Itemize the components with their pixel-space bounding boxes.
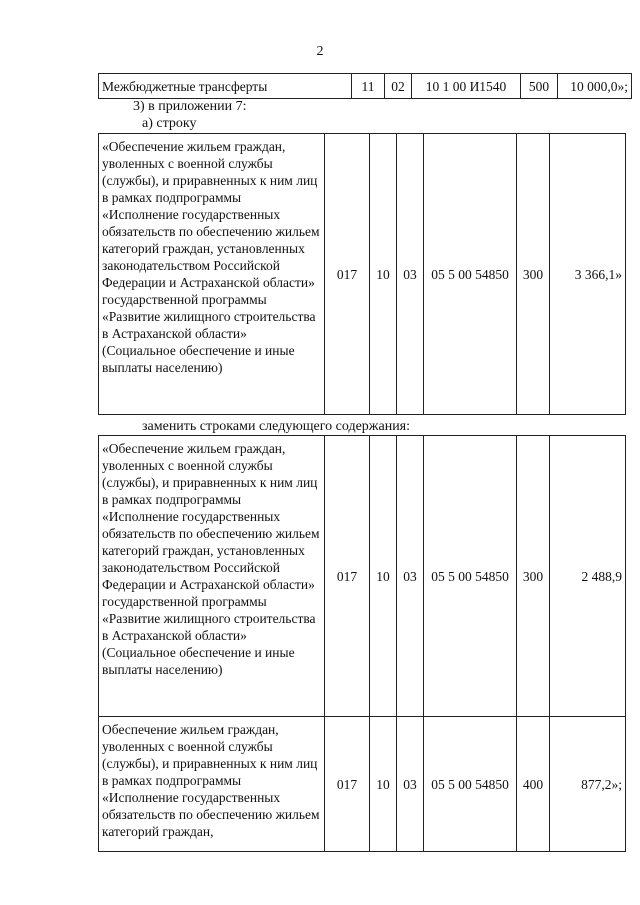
row-description: Межбюджетные трансферты [99,74,352,99]
cell-pr: 02 [385,74,412,99]
cell-rz: 10 [370,436,397,717]
note-item3: 3) в приложении 7: [133,99,247,114]
new-rows-table [98,435,626,852]
row-description: «Обеспечение жильем граждан, уволенных с военной службы (службы), и приравненных к ним лиц в рамках подпрограммы «Исполнение государственных обязательств по обеспечению жильем категорий граждан, установленных законодательством Российской Федерации и Астраханской области» государственной программы «Развитие жилищного строительства в Астраханской области» (Социальное обеспечение и иные выплаты населению) [99,436,325,717]
note-item-a: а) строку [142,116,197,131]
cell-vr: 300 [517,134,550,415]
row-description: «Обеспечение жильем граждан, уволенных с военной службы (службы), и приравненных к ним лиц в рамках подпрограммы «Исполнение государственных обязательств по обеспечению жильем категорий граждан, установленных законодательством Российской Федерации и Астраханской области» государственной программы «Развитие жилищного строительства в Астраханской области» (Социальное обеспечение и иные выплаты населению) [99,134,325,415]
cell-sum: 3 366,1» [550,134,626,415]
cell-vr: 300 [517,436,550,717]
note-replace: заменить строками следующего содержания: [142,419,411,434]
table-row [99,717,626,852]
cell-sum: 877,2»; [550,717,626,852]
cell-pr: 03 [397,436,424,717]
cell-gr: 017 [325,436,370,717]
table-row [99,74,632,99]
cell-sum: 10 000,0»; [558,74,632,99]
cell-csr: 10 1 00 И1540 [412,74,521,99]
cell-rz: 10 [370,717,397,852]
table-row [99,436,626,717]
cell-vr: 400 [517,717,550,852]
cell-gr: 017 [325,134,370,415]
cell-sum: 2 488,9 [550,436,626,717]
page-number: 2 [316,44,324,59]
cell-csr: 05 5 00 54850 [424,717,517,852]
cell-rz: 10 [370,134,397,415]
row-description: Обеспечение жильем граждан, уволенных с военной службы (службы), и приравненных к ним лиц в рамках подпрограммы «Исполнение государственных обязательств по обеспечению жильем категорий граждан, [99,717,325,852]
top-table [98,73,632,99]
old-row-table [98,133,626,415]
cell-pr: 03 [397,717,424,852]
cell-pr: 03 [397,134,424,415]
table-row [99,134,626,415]
cell-vr: 500 [521,74,558,99]
cell-csr: 05 5 00 54850 [424,134,517,415]
cell-csr: 05 5 00 54850 [424,436,517,717]
cell-rz: 11 [352,74,385,99]
cell-gr: 017 [325,717,370,852]
